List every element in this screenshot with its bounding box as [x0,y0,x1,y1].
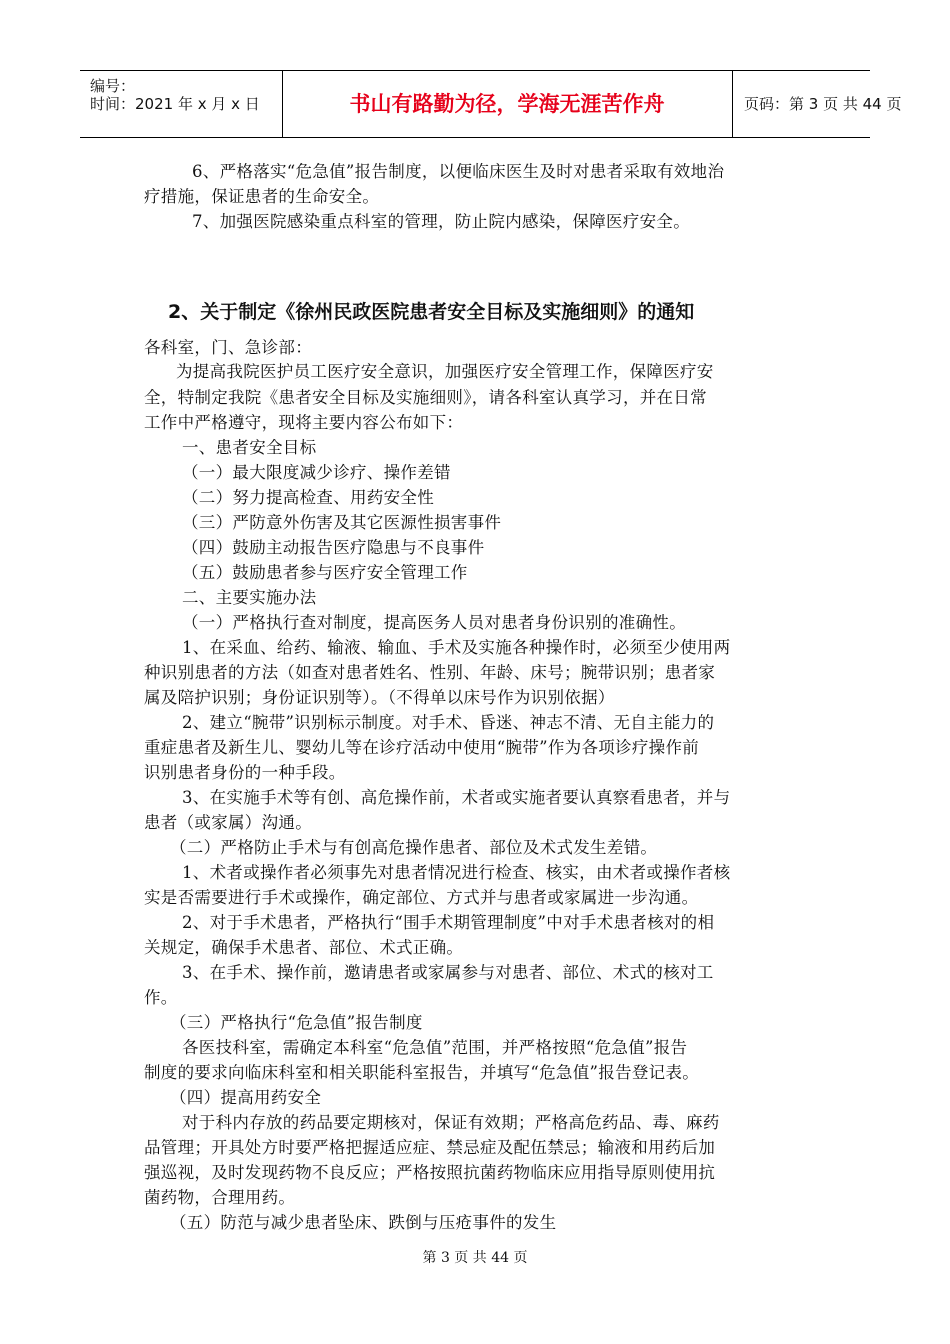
intro-item: 6、严格落实“危急值”报告制度，以便临床医生及时对患者采取有效地治 [192,162,725,181]
body-line: 制度的要求向临床科室和相关职能科室报告，并填写“危急值”报告登记表。 [144,1063,700,1082]
body-line: 2、建立“腕带”识别标示制度。对手术、昏迷、神志不清、无自主能力的 [182,713,715,732]
body-line: 对于科内存放的药品要定期核对，保证有效期；严格高危药品、毒、麻药 [182,1113,720,1132]
body-line: 品管理；开具处方时要严格把握适应症、禁忌症及配伍禁忌；输液和用药后加 [144,1138,716,1157]
body-line: 各医技科室，需确定本科室“危急值”范围，并严格按照“危急值”报告 [182,1038,688,1057]
body-line: 强巡视，及时发现药物不良反应；严格按照抗菌药物临床应用指导原则使用抗 [144,1163,716,1182]
list-item: （一）最大限度减少诊疗、操作差错 [182,463,451,482]
body-line: 1、术者或操作者必须事先对患者情况进行检查、核实，由术者或操作者核 [182,863,731,882]
header-page-info: 页码：第 3 页 共 44 页 [744,95,902,113]
body-line: 1、在采血、给药、输液、输血、手术及实施各种操作时，必须至少使用两 [182,638,731,657]
list-item: （三）严防意外伤害及其它医源性损害事件 [182,513,502,532]
intro-item: 7、加强医院感染重点科室的管理，防止院内感染，保障医疗安全。 [192,212,690,231]
body-line: 菌药物，合理用药。 [144,1188,296,1207]
body-line: 2、对于手术患者，严格执行“围手术期管理制度”中对手术患者核对的相 [182,913,715,932]
body-line: 工作中严格遵守，现将主要内容公布如下： [144,413,464,432]
list-item: （五）鼓励患者参与医疗安全管理工作 [182,563,468,582]
body-line: 患者（或家属）沟通。 [144,813,312,832]
section-heading: 一、患者安全目标 [182,438,317,457]
body-line: 3、在实施手术等有创、高危操作前，术者或实施者要认真察看患者，并与 [182,788,731,807]
salutation: 各科室，门、急诊部： [144,338,312,357]
list-item: （四）鼓励主动报告医疗隐患与不良事件 [182,538,485,557]
body-line: 全，特制定我院《患者安全目标及实施细则》，请各科室认真学习，并在日常 [144,388,707,407]
subsection-heading: （四）提高用药安全 [170,1088,322,1107]
section-title: 2、关于制定《徐州民政医院患者安全目标及实施细则》的通知 [168,301,695,323]
subsection-heading: （五）防范与减少患者坠床、跌倒与压疮事件的发生 [170,1213,557,1232]
document-date-label: 时间：2021 年 x 月 x 日 [90,95,260,113]
page-header [80,70,902,138]
body-line: 重症患者及新生儿、婴幼儿等在诊疗活动中使用“腕带”作为各项诊疗操作前 [144,738,700,757]
header-motto: 书山有路勤为径，学海无涯苦作舟 [349,92,665,116]
section-heading: 二、主要实施办法 [182,588,317,607]
document-number-label: 编号： [90,77,136,95]
body-line: 实是否需要进行手术或操作，确定部位、方式并与患者或家属进一步沟通。 [144,888,699,907]
header-meta-cell [80,71,283,137]
subsection-heading: （一）严格执行查对制度，提高医务人员对患者身份识别的准确性。 [182,613,686,632]
body-line: 3、在手术、操作前，邀请患者或家属参与对患者、部位、术式的核对工 [182,963,714,982]
body-line: 为提高我院医护员工医疗安全意识，加强医疗安全管理工作，保障医疗安 [176,362,714,381]
body-line: 识别患者身份的一种手段。 [144,763,346,782]
subsection-heading: （三）严格执行“危急值”报告制度 [170,1013,423,1032]
body-line: 关规定，确保手术患者、部位、术式正确。 [144,938,464,957]
body-line: 属及陪护识别；身份证识别等）。（不得单以床号作为识别依据） [144,688,615,707]
body-line: 作。 [144,988,178,1007]
subsection-heading: （二）严格防止手术与有创高危操作患者、部位及术式发生差错。 [170,838,658,857]
page-footer: 第 3 页 共 44 页 [422,1250,528,1266]
body-line: 种识别患者的方法（如查对患者姓名、性别、年龄、床号；腕带识别；患者家 [144,663,716,682]
list-item: （二）努力提高检查、用药安全性 [182,488,434,507]
intro-item: 疗措施，保证患者的生命安全。 [144,187,380,206]
